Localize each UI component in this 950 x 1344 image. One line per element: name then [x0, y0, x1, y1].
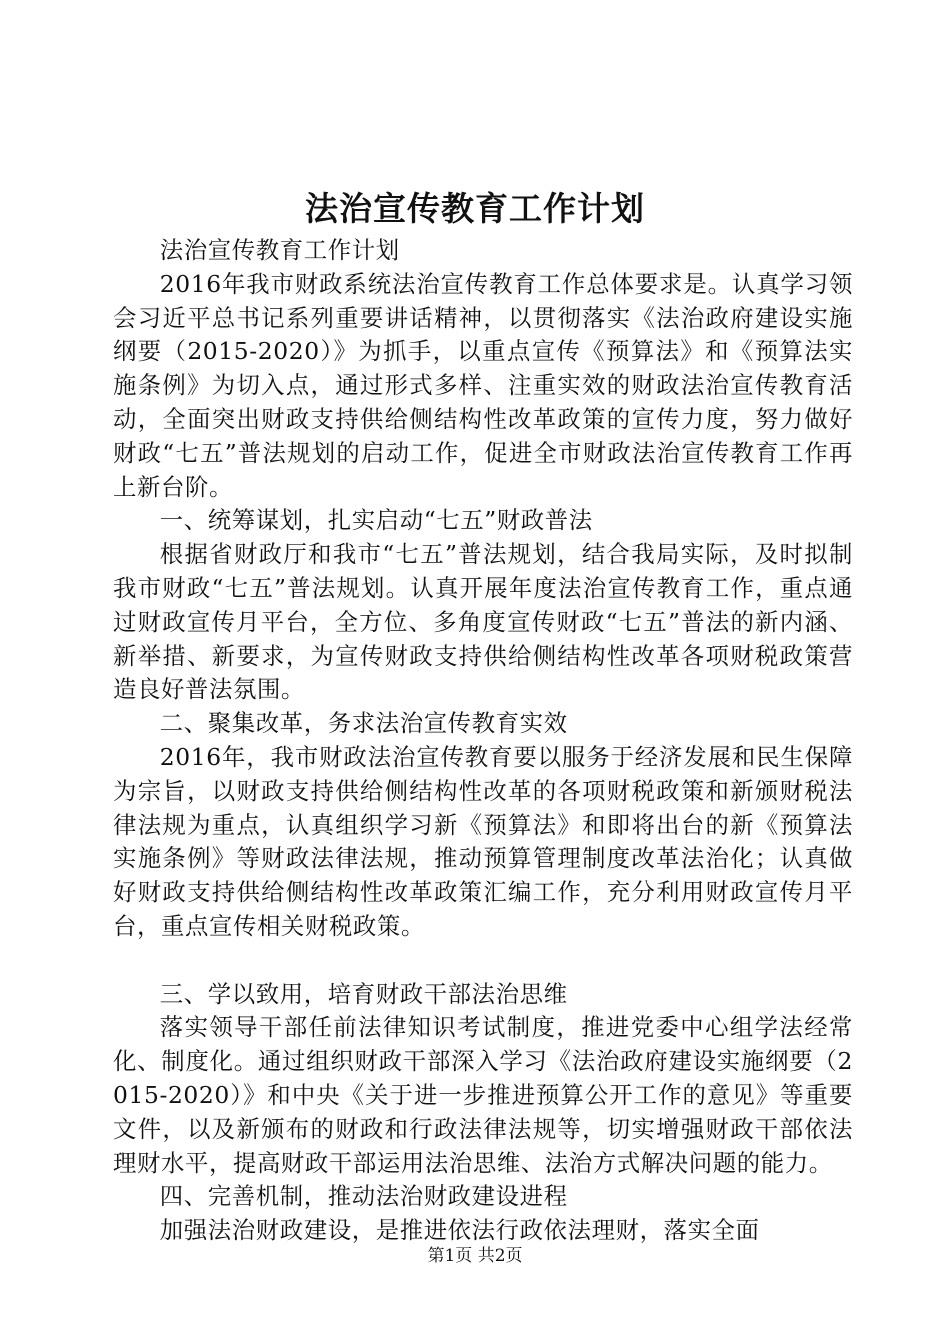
section-heading-2: 二、聚集改革，务求法治宣传教育实效: [159, 709, 568, 738]
section-heading-1: 一、统筹谋划，扎实启动“七五”财政普法: [159, 506, 593, 535]
section-paragraph-1: 根据省财政厅和我市“七五”普法规划，结合我局实际，及时拟制我市财政“七五”普法规划。认真开展年度法治宣传教育工作，重点通过财政宣传月平台，全方位、多角度宣传财政“七五”普法的新内涵、新举措、新要求，为宣传财政支持供给侧结构性改革各项财税政策营造良好普法氛围。: [113, 540, 853, 704]
page-footer: 第1页 共2页: [427, 1246, 523, 1266]
intro-paragraph: 2016年我市财政系统法治宣传教育工作总体要求是。认真学习领会习近平总书记系列重要讲话精神，以贯彻落实《法治政府建设实施纲要（2015-2020）》为抓手，以重点宣传《预算法》和《预算法实施条例》为切入点，通过形式多样、注重实效的财政法治宣传教育活动，全面突出财政支持供给侧结构性改革政策的宣传力度，努力做好财政“七五”普法规划的启动工作，促进全市财政法治宣传教育工作再上新台阶。: [113, 269, 853, 501]
document-title: 法治宣传教育工作计划: [305, 189, 645, 228]
section-heading-4: 四、完善机制，推动法治财政建设进程: [159, 1182, 568, 1211]
subtitle-paragraph: 法治宣传教育工作计划: [159, 236, 400, 264]
section-paragraph-2: 2016年，我市财政法治宣传教育要以服务于经济发展和民生保障为宗旨，以财政支持供给侧结构性改革的各项财税政策和新颁财税法律法规为重点，认真组织学习新《预算法》和即将出台的新《预算法实施条例》等财政法律法规，推动预算管理制度改革法治化；认真做好财政支持供给侧结构性改革政策汇编工作，充分利用财政宣传月平台，重点宣传相关财税政策。: [113, 742, 853, 940]
section-paragraph-3: 落实领导干部任前法律知识考试制度，推进党委中心组学法经常化、制度化。通过组织财政干部深入学习《法治政府建设实施纲要（2015-2020）》和中央《关于进一步推进预算公开工作的意见》等重要文件，以及新颁布的财政和行政法律法规等，切实增强财政干部依法理财水平，提高财政干部运用法治思维、法治方式解决问题的能力。: [113, 1013, 853, 1177]
section-heading-3: 三、学以致用，培育财政干部法治思维: [159, 979, 568, 1008]
section-paragraph-4: 加强法治财政建设，是推进依法行政依法理财，落实全面: [159, 1216, 760, 1245]
document-body: [113, 234, 853, 1248]
